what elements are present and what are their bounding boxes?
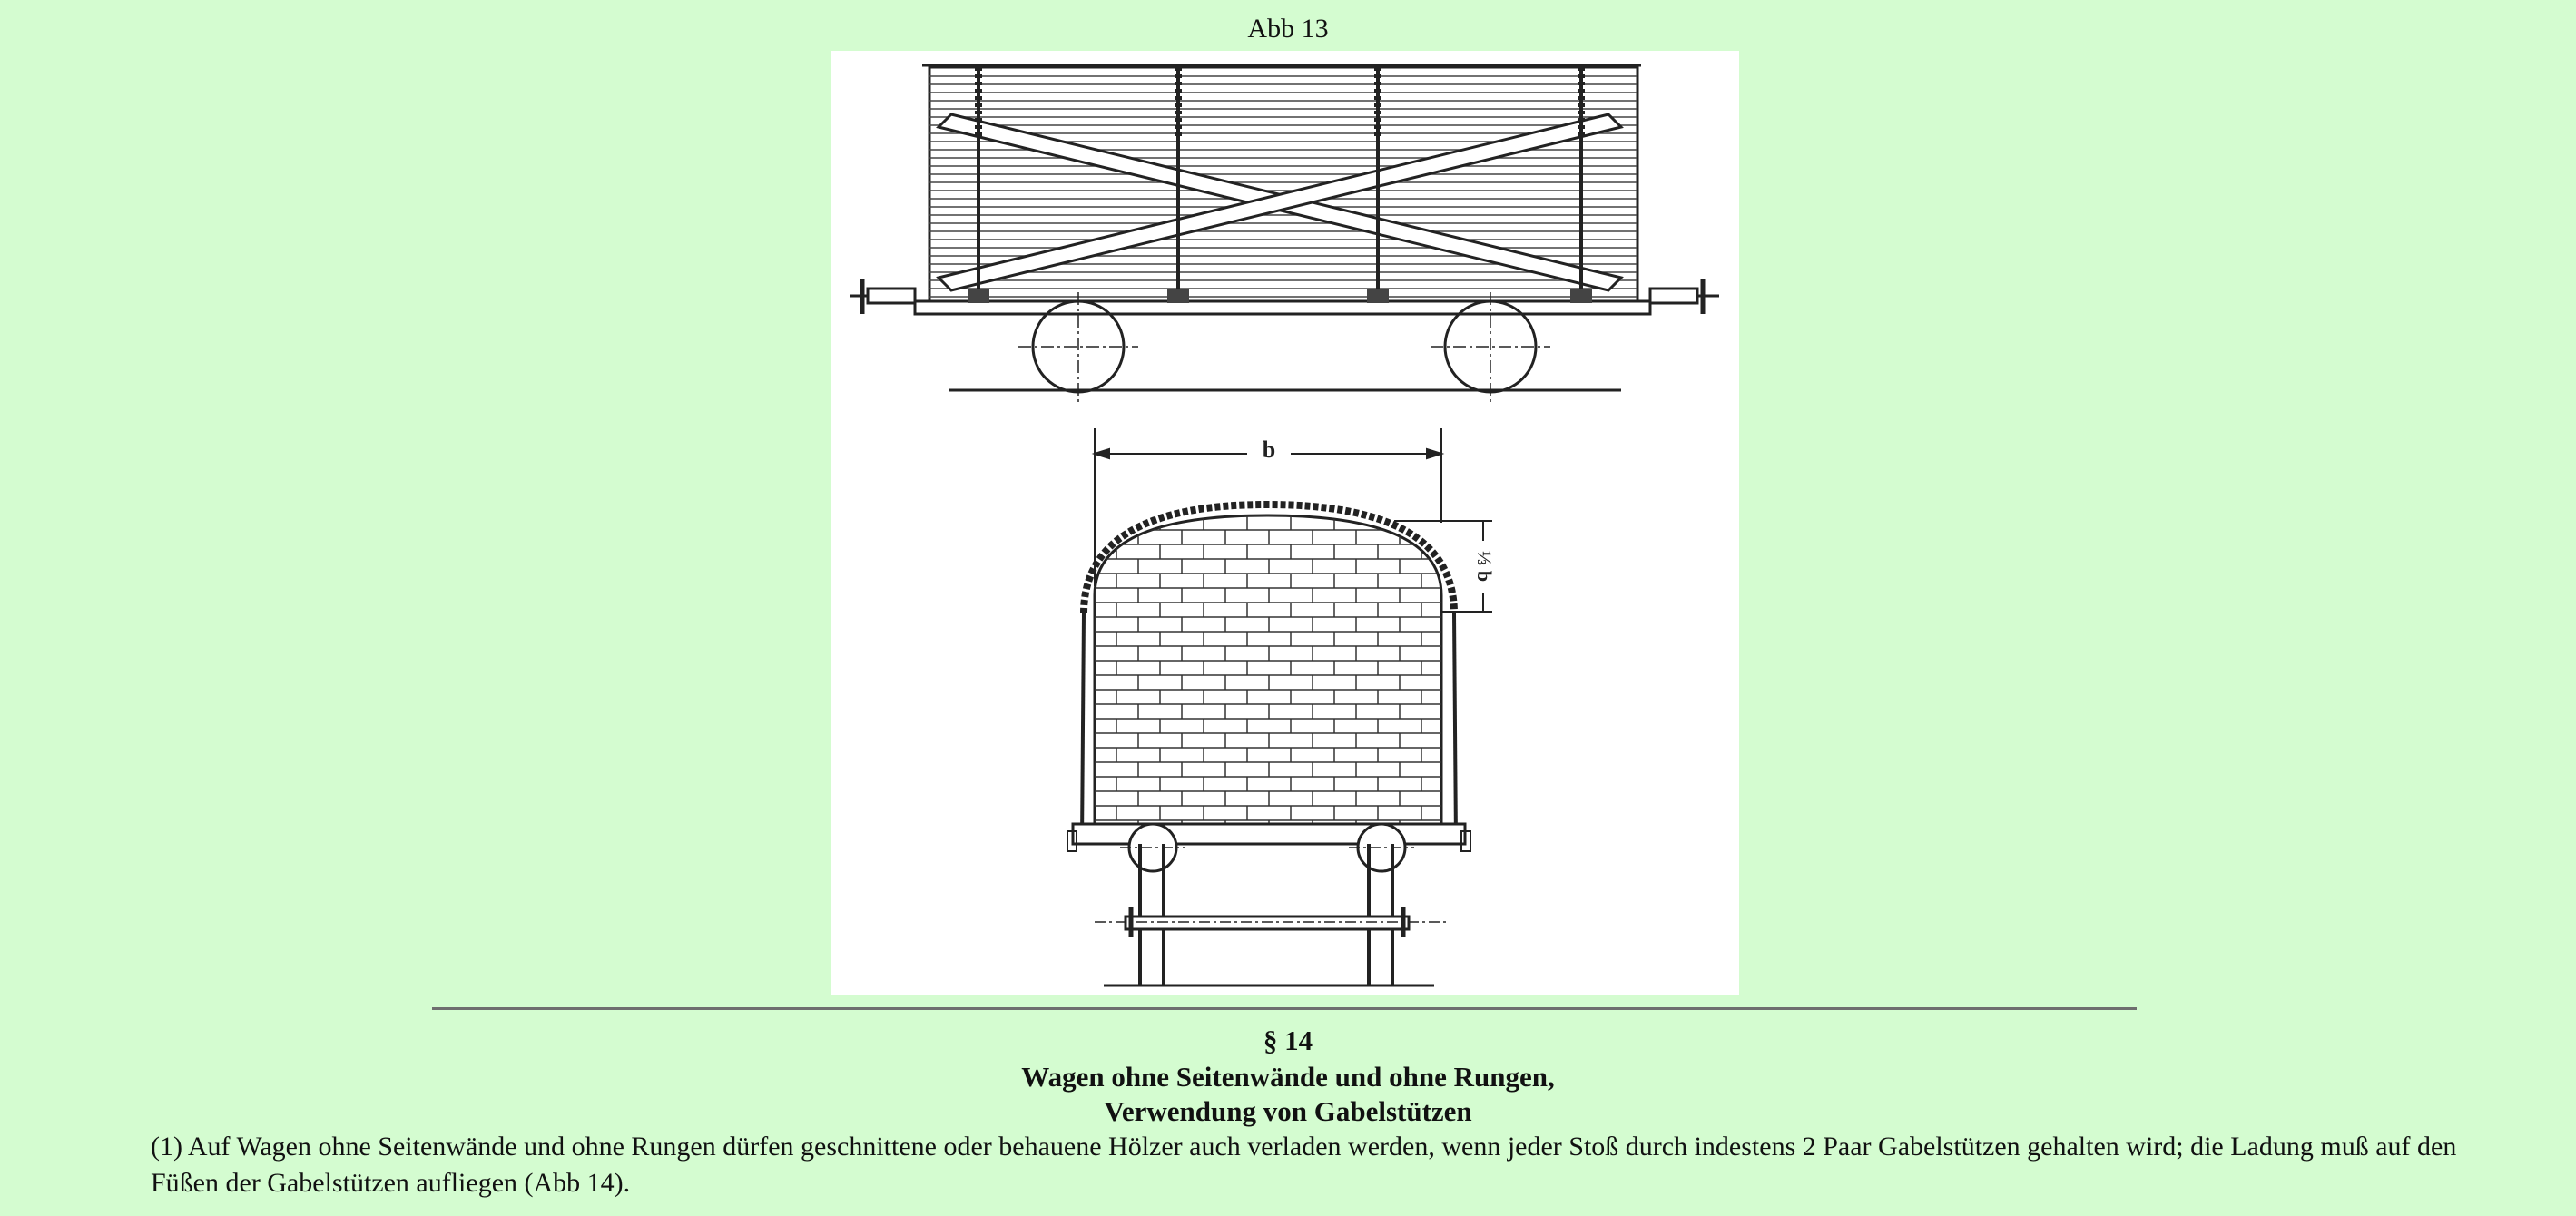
section-number: § 14: [1263, 1025, 1313, 1056]
dimension-third-b-label: ⅓ b: [1473, 550, 1496, 583]
section-title-line-1: Wagen ohne Seitenwände und ohne Rungen,: [1021, 1061, 1555, 1093]
wagon-figure: [831, 51, 1739, 995]
dimension-b-label: b: [1262, 436, 1276, 463]
section-title-line-2: Verwendung von Gabelstützen: [1104, 1095, 1472, 1127]
figure-caption: Abb 13: [1247, 14, 1329, 44]
end-view-drawing: [1067, 428, 1492, 986]
section-paragraph: (1) Auf Wagen ohne Seitenwände und ohne Rungen dürfen geschnittene oder behauene Hölzer auch verladen werden, wenn jeder Stoß durch indestens 2 Paar Gabelstützen gehalten wird; die Ladung muß auf den Füßen der Gabelstützen aufliegen (Abb 14).: [151, 1132, 2457, 1198]
side-view-drawing: [850, 65, 1719, 405]
horizontal-rule: [432, 1007, 2137, 1010]
